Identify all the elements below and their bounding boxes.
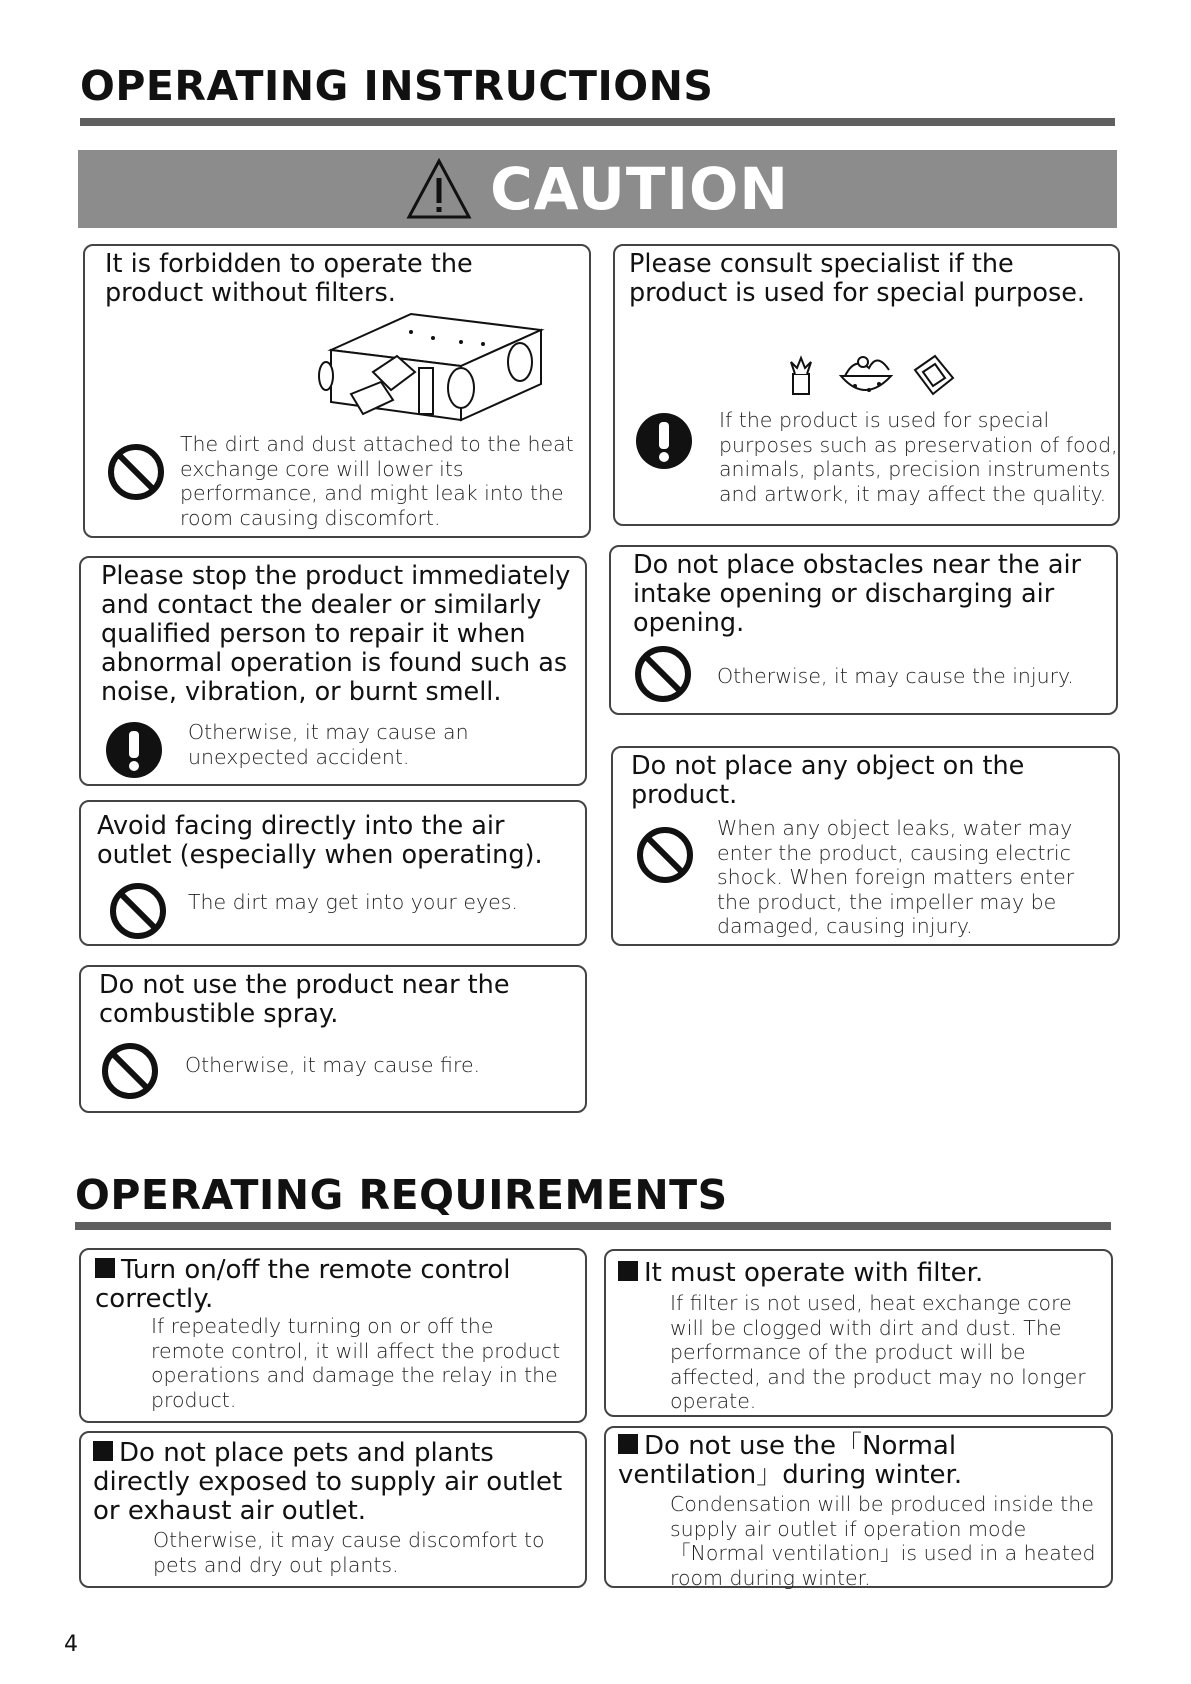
caution-box-desc: Otherwise, it may cause an unexpected accident.: [188, 720, 469, 769]
requirement-title-text: Turn on/off the remote control correctly.: [95, 1255, 511, 1314]
section-title-instructions: OPERATING INSTRUCTIONS: [80, 62, 714, 110]
caution-box-title: Please consult specialist if the product is used for special purpose.: [629, 249, 1086, 308]
caution-banner: [78, 150, 1117, 228]
requirement-title: [618, 1259, 1108, 1288]
requirement-title: [95, 1256, 575, 1314]
requirement-title: [618, 1432, 1110, 1490]
caution-box-title: Please stop the product immediately and contact the dealer or similarly qualified person to repair it when abnormal operation is found such as noise, vibration, or burnt smell.: [101, 561, 571, 707]
caution-box-title: It is forbidden to operate the product without filters.: [105, 249, 473, 308]
caution-box-title: Avoid facing directly into the air outlet (especially when operating).: [97, 811, 543, 870]
prohibition-icon: [107, 443, 165, 501]
requirement-box-pets-plants: [79, 1431, 587, 1588]
caution-box-combustible-spray: [79, 965, 587, 1113]
requirement-desc: Condensation will be produced inside the supply air outlet if operation mode「Normal ventilation」is used in a heated room during winter.: [670, 1492, 1096, 1590]
prohibition-icon: [634, 645, 692, 703]
section-title-requirements: OPERATING REQUIREMENTS: [75, 1171, 728, 1219]
requirement-desc: Otherwise, it may cause discomfort to pets and dry out plants.: [153, 1528, 545, 1577]
mandatory-icon: [105, 721, 163, 779]
requirement-box-filter: [604, 1249, 1113, 1417]
prohibition-icon: [109, 882, 167, 940]
caution-box-title: Do not use the product near the combustible spray.: [99, 970, 510, 1029]
section-rule: [75, 1222, 1111, 1230]
bullet-square-icon: [95, 1258, 115, 1278]
caution-box-desc: When any object leaks, water may enter the product, causing electric shock. When foreign matters enter the product, the impeller may be damaged, causing injury.: [717, 816, 1075, 938]
section-rule: [80, 118, 1115, 126]
bullet-square-icon: [93, 1441, 113, 1461]
requirement-title-text: Do not place pets and plants directly exposed to supply air outlet or exhaust air outlet.: [93, 1438, 563, 1526]
caution-box-no-filters: [83, 244, 591, 538]
caution-box-title: Do not place obstacles near the air intake opening or discharging air opening.: [633, 550, 1082, 638]
page-number: 4: [64, 1632, 78, 1657]
caution-label: CAUTION: [490, 155, 789, 223]
prohibition-icon: [101, 1042, 159, 1100]
bullet-square-icon: [618, 1434, 638, 1454]
caution-box-air-outlet: [79, 800, 587, 946]
special-items-illustration: [785, 350, 975, 404]
prohibition-icon: [636, 826, 694, 884]
caution-box-no-objects: [611, 746, 1120, 946]
caution-box-title: Do not place any object on the product.: [631, 751, 1025, 810]
caution-box-desc: The dirt may get into your eyes.: [188, 890, 518, 914]
requirement-desc: If filter is not used, heat exchange core will be clogged with dirt and dust. The performance of the product will be affected, and the product may no longer operate.: [670, 1291, 1086, 1413]
mandatory-icon: [635, 412, 693, 470]
requirement-box-remote-control: [79, 1248, 587, 1423]
caution-box-desc: The dirt and dust attached to the heat exchange core will lower its performance, and might leak into the room causing discomfort.: [180, 432, 574, 530]
caution-box-desc: Otherwise, it may cause fire.: [185, 1053, 481, 1077]
requirement-box-normal-ventilation: [604, 1426, 1113, 1588]
caution-box-stop-immediately: [79, 556, 587, 786]
requirement-title: [93, 1439, 578, 1526]
caution-box-desc: If the product is used for special purposes such as preservation of food, animals, plants, precision instruments and artwork, it may affect the quality.: [719, 408, 1118, 506]
ventilation-unit-illustration: [311, 310, 551, 430]
requirement-title-text: Do not use the「Normal ventilation」during winter.: [618, 1431, 963, 1490]
caution-box-obstacles: [609, 545, 1118, 715]
caution-box-desc: Otherwise, it may cause the injury.: [717, 664, 1074, 688]
requirement-desc: If repeatedly turning on or off the remote control, it will affect the product operations and damage the relay in the product.: [151, 1314, 561, 1412]
caution-box-special-purpose: [613, 244, 1120, 526]
requirement-title-text: It must operate with filter.: [644, 1258, 984, 1288]
bullet-square-icon: [618, 1261, 638, 1281]
warning-triangle-icon: [406, 158, 472, 220]
